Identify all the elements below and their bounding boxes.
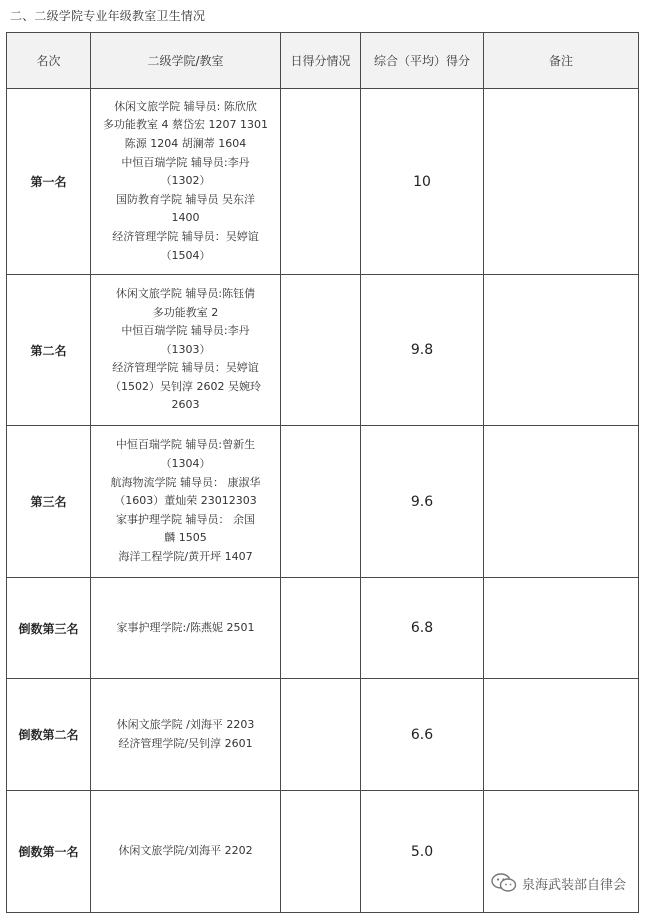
rank-cell: 第一名	[7, 89, 91, 275]
remarks-cell	[484, 426, 639, 578]
table-row	[7, 791, 639, 913]
college-classroom-line: 家事护理学院:/陈燕妮 2501	[116, 620, 255, 634]
college-classroom-line: 麟 1505	[164, 531, 207, 545]
college-classroom-line: 海洋工程学院/黄开坪 1407	[118, 549, 253, 563]
rank-cell: 倒数第二名	[7, 679, 91, 791]
rank-cell: 倒数第一名	[7, 791, 91, 913]
college-classroom-line: 经济管理学院/吴钊淳 2601	[118, 736, 253, 750]
college-classroom-line: 中恒百瑞学院 辅导员:李丹	[121, 155, 250, 169]
college-classroom-line: （1302）	[160, 174, 211, 188]
college-classroom-line: 家事护理学院 辅导员： 余国	[116, 512, 255, 526]
watermark-text: 泉海武装部自律会	[521, 877, 626, 893]
daily-score-cell	[281, 89, 361, 275]
column-header-daily-score: 日得分情况	[281, 33, 361, 89]
college-classroom-line: 休闲文旅学院 辅导员: 陈欣欣	[114, 99, 257, 113]
table-header-row	[7, 33, 639, 89]
classroom-hygiene-table	[6, 32, 639, 913]
table-row	[7, 89, 639, 275]
document-heading: 二、二级学院专业年级教室卫生情况	[10, 9, 206, 23]
average-score-cell: 10	[361, 89, 484, 275]
college-classroom-line: 中恒百瑞学院 辅导员:曾新生	[115, 438, 256, 452]
college-classroom-line: （1603）董灿荣 23012303	[114, 494, 257, 508]
college-classroom-line: 航海物流学院 辅导员： 康淑华	[110, 475, 261, 489]
table-row	[7, 679, 639, 791]
college-classroom-line: 1400	[171, 211, 200, 225]
college-classroom-cell	[91, 578, 281, 679]
college-classroom-line: 经济管理学院 辅导员：吴婷谊	[112, 361, 259, 375]
college-classroom-cell	[91, 275, 281, 426]
rank-cell: 第三名	[7, 426, 91, 578]
average-score-cell: 9.6	[361, 426, 484, 578]
college-classroom-line: 中恒百瑞学院 辅导员:李丹	[121, 324, 250, 338]
college-classroom-line: （1304）	[160, 457, 211, 471]
average-score-cell: 6.8	[361, 578, 484, 679]
college-classroom-cell	[91, 89, 281, 275]
column-header-average-score: 综合（平均）得分	[361, 33, 484, 89]
average-score-cell: 9.8	[361, 275, 484, 426]
college-classroom-line: 经济管理学院 辅导员：吴婷谊	[112, 229, 259, 243]
college-classroom-cell	[91, 679, 281, 791]
remarks-cell	[484, 679, 639, 791]
college-classroom-line: 陈源 1204 胡澜蒂 1604	[124, 137, 247, 151]
column-header-remarks: 备注	[484, 33, 639, 89]
college-classroom-cell	[91, 791, 281, 913]
college-classroom-line: 多功能教室 2	[152, 305, 219, 319]
remarks-cell	[484, 89, 639, 275]
college-classroom-line: 2603	[171, 398, 200, 412]
college-classroom-line: 多功能教室 4 蔡岱宏 1207 1301	[103, 118, 268, 132]
daily-score-cell	[281, 275, 361, 426]
remarks-cell	[484, 275, 639, 426]
daily-score-cell	[281, 426, 361, 578]
remarks-cell	[484, 791, 639, 913]
average-score-cell: 5.0	[361, 791, 484, 913]
college-classroom-line: （1502）吴钊淳 2602 吴婉玲	[110, 379, 261, 393]
daily-score-cell	[281, 578, 361, 679]
rank-cell: 第二名	[7, 275, 91, 426]
college-classroom-line: 休闲文旅学院 辅导员:陈钰倩	[115, 286, 256, 300]
average-score-cell: 6.6	[361, 679, 484, 791]
college-classroom-cell	[91, 426, 281, 578]
wechat-icon	[491, 873, 517, 893]
college-classroom-line: 休闲文旅学院 /刘海平 2203	[116, 717, 255, 731]
table-row	[7, 426, 639, 578]
watermark	[491, 873, 626, 893]
daily-score-cell	[281, 679, 361, 791]
college-classroom-line: 休闲文旅学院/刘海平 2202	[118, 844, 253, 858]
college-classroom-line: （1504）	[160, 248, 211, 262]
table-row	[7, 275, 639, 426]
rank-cell: 倒数第三名	[7, 578, 91, 679]
daily-score-cell	[281, 791, 361, 913]
remarks-cell	[484, 578, 639, 679]
column-header-rank: 名次	[7, 33, 91, 89]
college-classroom-line: 国防教育学院 辅导员 吴东洋	[116, 192, 255, 206]
table-row	[7, 578, 639, 679]
college-classroom-line: （1303）	[160, 342, 211, 356]
column-header-college-classroom: 二级学院/教室	[91, 33, 281, 89]
